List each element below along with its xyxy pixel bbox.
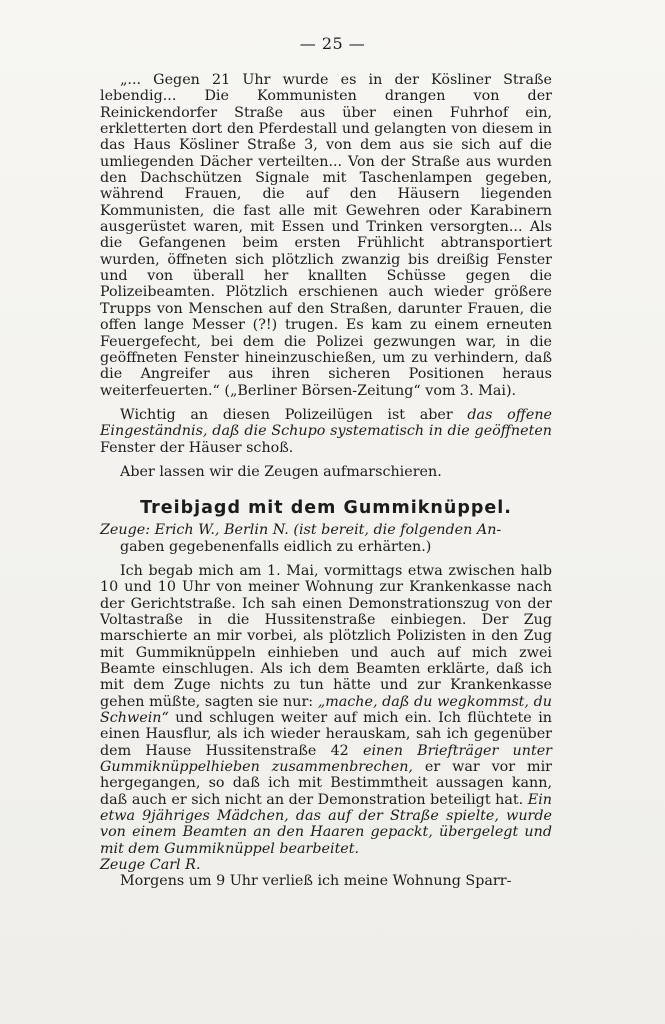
testimony-quote: „mache, daß du wegkommst, du Schwein“ [100,693,552,727]
spacer [100,555,552,563]
testimony-text-3: er war vor mir hergegangen, so daß ich mit Bestimmtheit aussagen kann, daß auch er sich nicht an der Demonstration beteiligt hat. [100,759,552,808]
witness-1-label [100,522,552,555]
witness-2-start: Morgens um 9 Uhr verließ ich meine Wohnung Sparr- [120,873,512,890]
witness-2-label: Zeuge Carl R. [100,857,201,874]
testimony-text-1: Ich begab mich am 1. Mai, vormittags etwa zwischen halb 10 und 10 Uhr von meiner Wohnung zur Krankenkasse nach der Gerichtstraße. Ich sah einen Demonstrationszug von der Voltastraße in die Hussitenstraße einbiegen. Der Zug marschierte an mir vorbei, als plötzlich Polizisten in den Zug mit Gummiknüppeln einhieben und auch auf mich zwei Beamte einschlugen. Als ich dem Beamten erklärte, daß ich mit dem Zuge nichts zu tun hätte und zur Krankenkasse gehen müßte, sagten sie nur: [100,562,552,710]
testimony-emphasis-3: Ein etwa 9jähriges Mädchen, das auf der Straße spielte, wurde von einem Beamten an den Haaren gepackt, übergelegt und mit dem Gummiknüppel bearbeitet. [100,791,552,857]
analysis-text-end: Fenster der Häuser schoß. [100,439,294,456]
witness-1-testimony [100,563,552,857]
section-heading: Treibjagd mit dem Gummiknüppel. [140,498,512,519]
witness-1-label-line2: gaben gegebenenfalls eidlich zu erhärten.) [120,538,432,555]
witnesses-intro: Aber lassen wir die Zeugen aufmarschieren. [120,463,442,480]
analysis-italic-emphasis: das offene Eingeständnis, daß die Schupo systematisch in die geöffneten [100,406,552,440]
quote-paragraph: „... Gegen 21 Uhr wurde es in der Kösliner Straße lebendig... Die Kommunisten drangen von der Reinickendorfer Straße aus über einen Fuhrhof ein, erkletterten dort den Pferdestall und gelangten von diesem in das Haus Kösliner Straße 3, von dem aus sie sich auf die umliegenden Dächer verteilten... Von der Straße aus wurden den Dachschützen Signale mit Taschenlampen gegeben, während Frauen, die auf den Häusern liegenden Kommunisten, die fast alle mit Gewehren oder Karabinern ausgerüstet waren, mit Essen und Trinken versorgten... Als die Gefangenen beim ersten Frühlicht abtransportiert wurden, öffneten sich plötzlich zwanzig bis dreißig Fenster und von überall her knallten Schüsse gegen die Polizeibeamten. Plötzlich erschienen auch wieder größere Trupps von Menschen auf den Straßen, darunter Frauen, die offen lange Messer (?!) trugen. Es kam zu einem erneuten Feuergefecht, bei dem die Polizei gezwungen war, in die geöffneten Fenster hineinzuschießen, um zu verhindern, daß die Angreifer aus ihren sicheren Positionen heraus weiterfeuerten.“ („Berliner Börsen-Zeitung“ vom 3. Mai). [100,72,552,399]
analysis-paragraph [100,407,552,456]
page-number: — 25 — [299,34,366,53]
spacer [100,399,552,407]
analysis-text-start: Wichtig an diesen Polizeilügen ist aber [120,406,468,423]
witness-1-label-line1: Zeuge: Erich W., Berlin N. (ist bereit, die folgenden An- [100,522,502,539]
testimony-text-2: und schlugen weiter auf mich ein. Ich flüchtete in einen Hausflur, als ich wieder herauskam, sah ich gegenüber dem Hause Hussitenstraße 42 [100,710,552,759]
testimony-emphasis-2: einen Briefträger unter Gummiknüppelhieben zusammenbrechen, [100,742,553,776]
spacer [100,456,552,464]
document-body [100,72,552,890]
spacer [100,480,552,498]
